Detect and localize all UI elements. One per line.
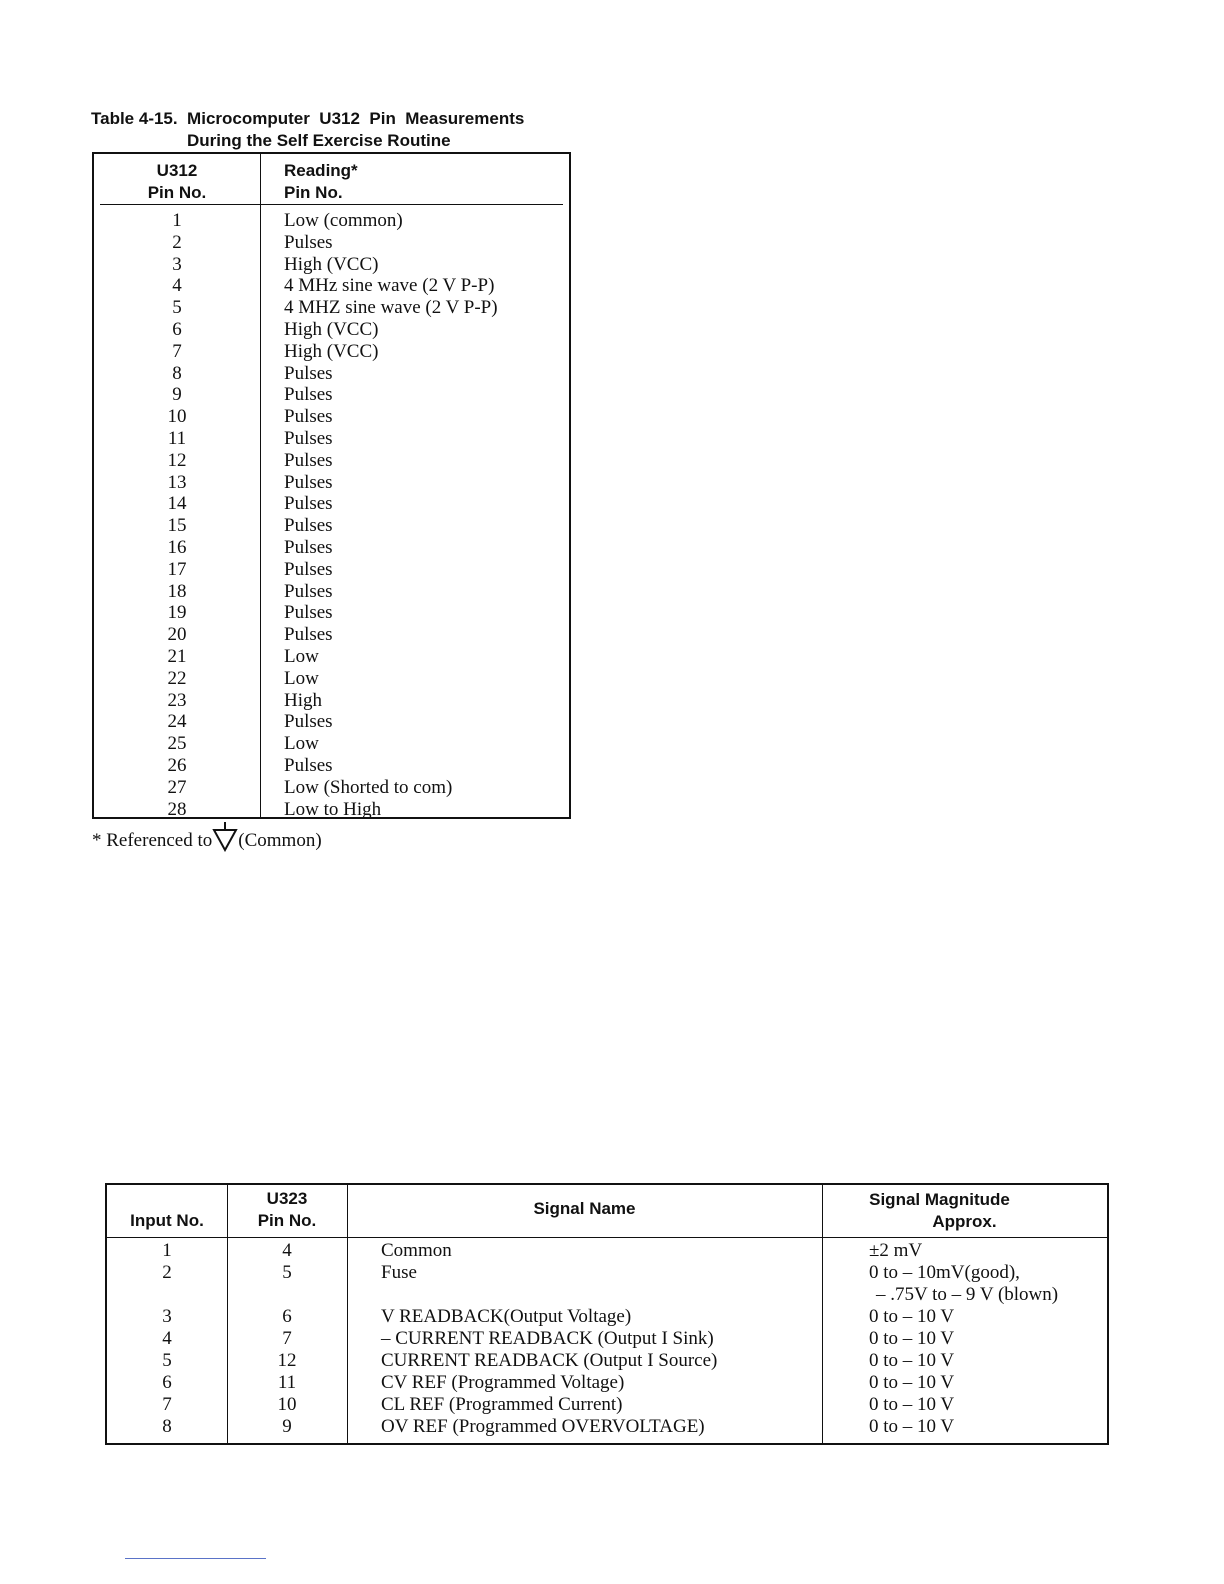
table2-signal-cell: Common (381, 1240, 452, 1261)
table1-reading-cell: 4 MHZ sine wave (2 V P-P) (284, 297, 498, 319)
table1-row (94, 297, 569, 319)
table1-header-pin-line1: U312 (156, 161, 198, 180)
table1-reading-cell: High (VCC) (284, 340, 379, 362)
table1-pin-cell: 9 (172, 384, 182, 406)
table2-signal-cell: CURRENT READBACK (Output I Source) (381, 1350, 718, 1371)
table2-input-cell: 1 (162, 1240, 172, 1261)
table1-header-pin-line2: Pin No. (147, 183, 207, 202)
table2-pin-cell: 10 (277, 1394, 297, 1415)
table1-reading-cell: Low to High (284, 798, 382, 820)
table1-pin-cell: 22 (167, 667, 187, 689)
table2-magnitude-cell: 0 to – 10 V (869, 1328, 955, 1349)
table1-pin-cell: 20 (167, 624, 187, 646)
table1-row (94, 515, 569, 537)
table2-magnitude-cell: 0 to – 10 V (869, 1350, 955, 1371)
table2-magnitude-cell: 0 to – 10 V (869, 1394, 955, 1415)
table1-pin-cell: 7 (172, 340, 182, 362)
table2-header-pin (227, 1188, 347, 1232)
table1-reading-cell: High (284, 689, 322, 711)
table1-reading-cell: Low (284, 733, 319, 755)
table1-caption (91, 108, 571, 152)
page-footer-rule (125, 1558, 266, 1559)
table1-reading-cell: Pulses (284, 624, 333, 646)
table1-row (94, 733, 569, 755)
table2-signal-cell: OV REF (Programmed OVERVOLTAGE) (381, 1416, 705, 1437)
table1-reading-cell: Low (284, 645, 319, 667)
table1-reading-cell: 4 MHz sine wave (2 V P-P) (284, 275, 495, 297)
table1-reading-cell: Pulses (284, 536, 333, 558)
table2-header-pin-line2: Pin No. (257, 1211, 317, 1230)
table2-signal-cell: V READBACK(Output Voltage) (381, 1306, 632, 1327)
table2-header-rule (107, 1237, 1107, 1238)
table2-magnitude-cell: 0 to – 10 V (869, 1372, 955, 1393)
table1-header-reading-line1: Reading* (284, 161, 358, 180)
table2-pin-cell: 7 (282, 1328, 292, 1349)
table1-pin-cell: 19 (167, 602, 187, 624)
table1-pin-cell: 25 (167, 733, 187, 755)
table1-reading-cell: Pulses (284, 558, 333, 580)
table1-reading-cell: Pulses (284, 231, 333, 253)
table1-row (94, 602, 569, 624)
table1-pin-cell: 28 (167, 798, 187, 820)
table1-reading-cell: Pulses (284, 384, 333, 406)
table2-signal-cell: CL REF (Programmed Current) (381, 1394, 623, 1415)
table1-row (94, 537, 569, 559)
table1-reading-cell: High (VCC) (284, 318, 379, 340)
table1-pin-cell: 24 (167, 711, 187, 733)
table1-pin-cell: 15 (167, 515, 187, 537)
table2-signal-cell: CV REF (Programmed Voltage) (381, 1372, 625, 1393)
table1-row (94, 777, 569, 799)
table1-row (94, 755, 569, 777)
table1-row (94, 690, 569, 712)
table2-pin-cell: 9 (282, 1416, 292, 1437)
table1-header-pin (94, 160, 260, 204)
table2-pin-cell: 11 (277, 1372, 297, 1393)
table1-row (94, 232, 569, 254)
table1-reading-cell: Pulses (284, 754, 333, 776)
table1-row (94, 319, 569, 341)
table2-input-cell: 4 (162, 1328, 172, 1349)
table2-pin-cell: 12 (277, 1350, 297, 1371)
table1-reading-cell: Pulses (284, 471, 333, 493)
table1-pin-cell: 14 (167, 493, 187, 515)
table2-divider-2 (347, 1185, 348, 1443)
table2-magnitude-cell-line2: – .75V to – 9 V (blown) (876, 1284, 1059, 1305)
table1-caption-line1: Table 4-15. Microcomputer U312 Pin Measurements (91, 109, 525, 128)
table1-row (94, 363, 569, 385)
table2-input-cell: 8 (162, 1416, 172, 1437)
table1-footnote (92, 822, 322, 856)
footnote-suffix: (Common) (238, 830, 322, 851)
table1-row (94, 711, 569, 733)
table1-pin-cell: 2 (172, 231, 182, 253)
table1-pin-cell: 6 (172, 318, 182, 340)
table2-header-magnitude-line1: Signal Magnitude (869, 1190, 1010, 1209)
table1-row (94, 559, 569, 581)
table1-pin-cell: 21 (167, 645, 187, 667)
table1-row (94, 799, 569, 821)
table1-pin-cell: 13 (167, 471, 187, 493)
common-ground-icon (212, 822, 238, 852)
table1-reading-cell: Pulses (284, 711, 333, 733)
table1-reading-cell: Pulses (284, 493, 333, 515)
table1-reading-cell: Pulses (284, 449, 333, 471)
table1-row (94, 668, 569, 690)
table2-header-input: Input No. (130, 1211, 204, 1230)
table1-reading-cell: Pulses (284, 602, 333, 624)
table1-reading-cell: Pulses (284, 515, 333, 537)
table1-row (94, 450, 569, 472)
table1-pin-cell: 10 (167, 406, 187, 428)
table1-reading-cell: Pulses (284, 362, 333, 384)
table1-row (94, 406, 569, 428)
table2-input-cell: 5 (162, 1350, 172, 1371)
table2-input-cell: 3 (162, 1306, 172, 1327)
table1-reading-cell: Pulses (284, 580, 333, 602)
table2-header-signal: Signal Name (533, 1199, 636, 1218)
table2-pin-cell: 5 (282, 1262, 292, 1283)
table1-header-rule (100, 204, 563, 205)
table1-pin-cell: 17 (167, 558, 187, 580)
table2-pin-cell: 6 (282, 1306, 292, 1327)
table1-pin-cell: 8 (172, 362, 182, 384)
table1-pin-cell: 16 (167, 536, 187, 558)
table2-input-cell: 6 (162, 1372, 172, 1393)
table1-pin-cell: 5 (172, 297, 182, 319)
table1-row (94, 275, 569, 297)
table1-pin-cell: 23 (167, 689, 187, 711)
table1-header-reading (284, 160, 358, 204)
table1-row (94, 210, 569, 232)
table2-magnitude-cell: 0 to – 10mV(good), (869, 1262, 1020, 1283)
table1-reading-cell: Pulses (284, 406, 333, 428)
table1-row (94, 493, 569, 515)
table1-reading-cell: Low (Shorted to com) (284, 776, 453, 798)
table2-input-cell: 7 (162, 1394, 172, 1415)
table1-row (94, 428, 569, 450)
table1-pin-cell: 3 (172, 253, 182, 275)
table1-pin-cell: 1 (172, 210, 182, 231)
table1-row (94, 646, 569, 668)
table1-row (94, 341, 569, 363)
table2-signal-inputs (105, 1183, 1109, 1445)
table1-row (94, 254, 569, 276)
table2-header-magnitude (822, 1189, 1107, 1233)
table1-reading-cell: Low (common) (284, 210, 403, 231)
table1-row (94, 384, 569, 406)
table1-pin-cell: 12 (167, 449, 187, 471)
table1-pin-cell: 4 (172, 275, 182, 297)
table1-reading-cell: Low (284, 667, 319, 689)
table1-reading-cell: Pulses (284, 427, 333, 449)
table2-signal-cell: Fuse (381, 1262, 417, 1283)
table2-pin-cell: 4 (282, 1240, 292, 1261)
table2-header-magnitude-line2: Approx. (932, 1212, 997, 1231)
table1-reading-cell: High (VCC) (284, 253, 379, 275)
table2-signal-cell: – CURRENT READBACK (Output I Sink) (381, 1328, 714, 1349)
table1-body (94, 210, 569, 820)
table1-row (94, 472, 569, 494)
table1-row (94, 624, 569, 646)
table1-pin-cell: 11 (167, 427, 187, 449)
table2-magnitude-cell: 0 to – 10 V (869, 1306, 955, 1327)
table1-pin-cell: 26 (167, 754, 187, 776)
table1-header-reading-line2: Pin No. (284, 183, 343, 202)
table2-magnitude-cell: 0 to – 10 V (869, 1416, 955, 1437)
table1-pin-cell: 27 (167, 776, 187, 798)
footnote-prefix: * Referenced to (92, 830, 213, 851)
table1-caption-line2: During the Self Exercise Routine (187, 131, 451, 150)
table1-pin-cell: 18 (167, 580, 187, 602)
table2-header-pin-line1: U323 (266, 1189, 308, 1208)
table1-pin-measurements (92, 152, 571, 819)
table2-magnitude-cell: ±2 mV (869, 1240, 923, 1261)
table2-input-cell: 2 (162, 1262, 172, 1283)
table1-row (94, 581, 569, 603)
